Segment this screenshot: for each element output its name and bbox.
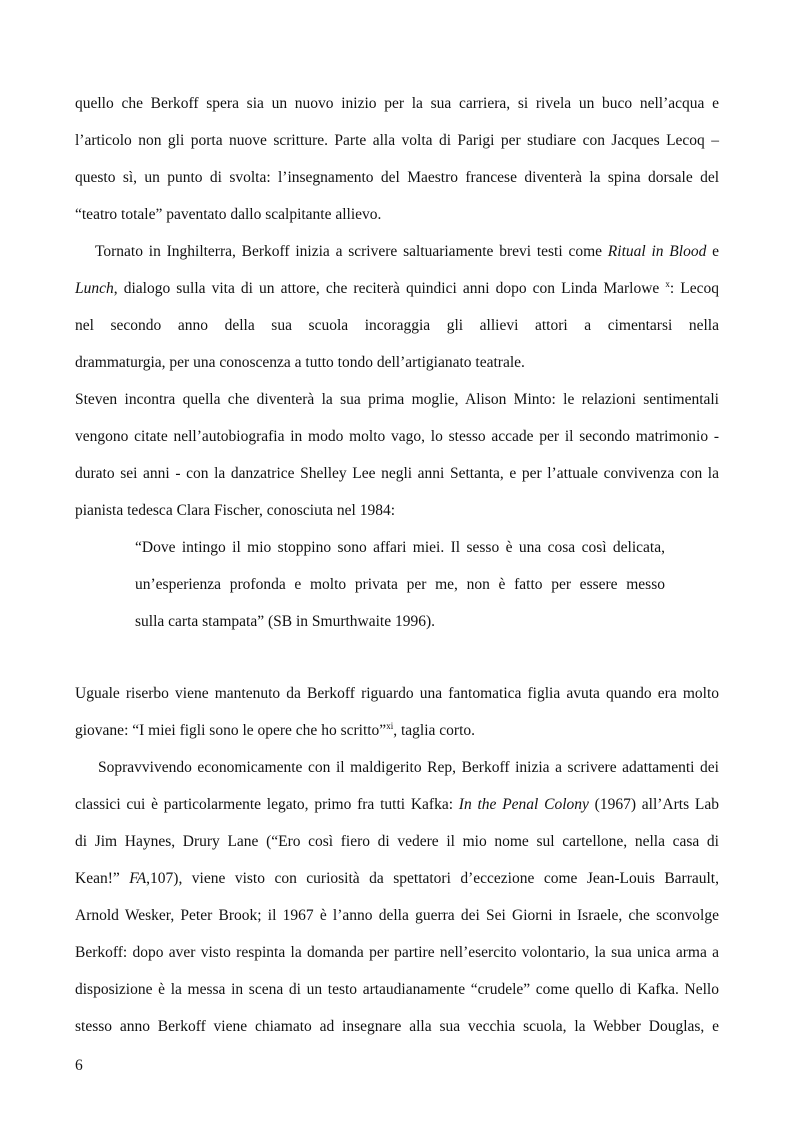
p2-line-2 — [75, 279, 719, 299]
p4-l2-text: giovane: “I miei figli sono le opere che ho scritto” — [75, 722, 387, 739]
p3-line-4: pianista tedesca Clara Fischer, conosciuta nel 1984: — [75, 502, 396, 519]
p5-line-3: di Jim Haynes, Drury Lane (“Ero così fiero di vedere il mio nome sul cartellone, nella casa di — [75, 833, 719, 850]
p5-line-7: disposizione è la messa in scena di un testo artaudianamente “crudele” come quello di Kafka. Nello — [75, 981, 719, 998]
p3-line-2: vengono citate nell’autobiografia in modo molto vago, lo stesso accade per il secondo matrimonio - — [75, 428, 719, 445]
p5-l4-end: ,107), viene visto con curiosità da spettatori d’eccezione come Jean-Louis Barrault, — [146, 870, 719, 887]
title-lunch: Lunch — [75, 280, 114, 297]
p3-line-1: Steven incontra quella che diventerà la sua prima moglie, Alison Minto: le relazioni sentimentali — [75, 391, 719, 408]
quote-line-1: “Dove intingo il mio stoppino sono affari miei. Il sesso è una cosa così delicata, — [135, 539, 665, 556]
quote-line-3: sulla carta stampata” (SB in Smurthwaite 1996). — [135, 613, 436, 630]
p2-line-1 — [95, 242, 719, 262]
p5-l2-end: (1967) all’Arts Lab — [588, 796, 719, 813]
footnote-ref-x[interactable]: x — [665, 279, 670, 289]
title-ritual-in-blood: Ritual in Blood — [607, 243, 707, 260]
p4-line-2 — [75, 721, 719, 741]
p5-line-4 — [75, 869, 719, 889]
p1-line-4: “teatro totale” paventato dallo scalpitante allievo. — [75, 206, 382, 223]
p5-l4-text: Kean!” — [75, 870, 130, 887]
p2-l1-end: e — [706, 243, 719, 260]
page-number: 6 — [75, 1057, 83, 1074]
p2-l2-end: : Lecoq — [669, 280, 719, 297]
p5-line-8: stesso anno Berkoff viene chiamato ad insegnare alla sua vecchia scuola, la Webber Douglas, e — [75, 1018, 719, 1035]
p2-line-4: drammaturgia, per una conoscenza a tutto tondo dell’artigianato teatrale. — [75, 354, 525, 371]
quote-line-2: un’esperienza profonda e molto privata per me, non è fatto per essere messo — [135, 576, 665, 593]
p5-line-6: Berkoff: dopo aver visto respinta la domanda per partire nell’esercito volontario, la sua unica arma a — [75, 944, 719, 961]
p2-l1-text: Tornato in Inghilterra, Berkoff inizia a scrivere saltuariamente brevi testi come — [95, 243, 608, 260]
p5-line-5: Arnold Wesker, Peter Brook; il 1967 è l’anno della guerra dei Sei Giorni in Israele, che sconvolge — [75, 907, 719, 924]
p2-line-3: nel secondo anno della sua scuola incoraggia gli allievi attori a cimentarsi nella — [75, 317, 719, 334]
p5-line-1: Sopravvivendo economicamente con il maldigerito Rep, Berkoff inizia a scrivere adattamenti dei — [98, 759, 719, 776]
footnote-ref-xi[interactable]: xi — [386, 721, 394, 731]
p1-line-2: l’articolo non gli porta nuove scritture. Parte alla volta di Parigi per studiare con Jacques Lecoq – — [75, 132, 719, 149]
p5-l2-text: classici cui è particolarmente legato, primo fra tutti Kafka: — [75, 796, 459, 813]
p4-l2-end: , taglia corto. — [393, 722, 475, 739]
p5-line-2 — [75, 795, 719, 815]
abbrev-fa: FA — [129, 870, 147, 887]
p3-line-3: durato sei anni - con la danzatrice Shelley Lee negli anni Settanta, e per l’attuale convivenza con la — [75, 465, 719, 482]
p2-l2-text: , dialogo sulla vita di un attore, che reciterà quindici anni dopo con Linda Marlowe — [113, 280, 666, 297]
p1-line-3: questo sì, un punto di svolta: l’insegnamento del Maestro francese diventerà la spina dorsale del — [75, 169, 719, 186]
p1-line-1: quello che Berkoff spera sia un nuovo inizio per la sua carriera, si rivela un buco nell’acqua e — [75, 95, 719, 112]
title-in-the-penal-colony: In the Penal Colony — [458, 796, 589, 813]
p4-line-1: Uguale riserbo viene mantenuto da Berkoff riguardo una fantomatica figlia avuta quando era molto — [75, 685, 719, 702]
